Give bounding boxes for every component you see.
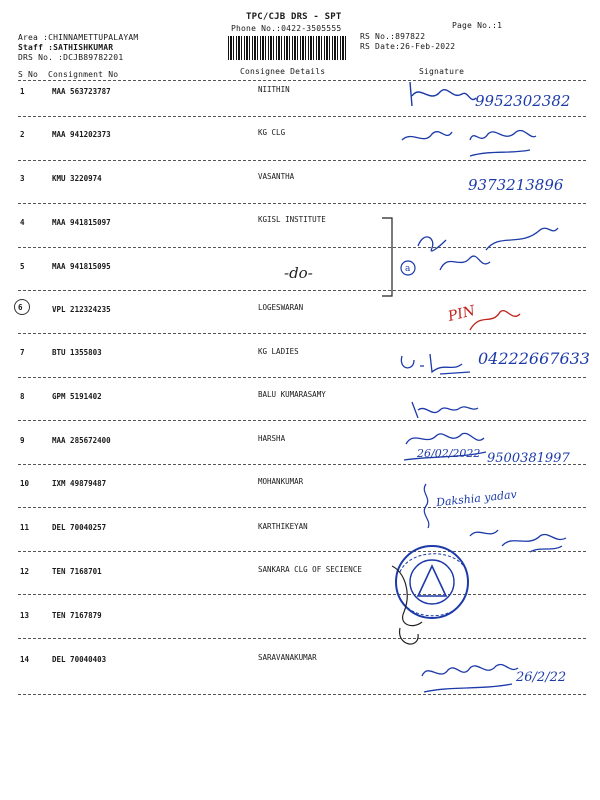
handwritten-date: 26/02/2022 (417, 447, 481, 460)
row-sno: 7 (20, 348, 25, 357)
row-consignee: NIITHIN (258, 85, 290, 94)
signature-scribble (424, 484, 429, 528)
signature-scribble (470, 530, 566, 552)
row-consignment: MAA 563723787 (52, 87, 111, 96)
drs-number: DRS No. :DCJB89782201 (18, 53, 124, 62)
row-consignment: DEL 70040257 (52, 523, 107, 532)
row-sno: 1 (20, 87, 25, 96)
signature-scribble (410, 82, 476, 106)
signature-scribble (404, 433, 486, 460)
row-sno: 3 (20, 174, 25, 183)
company-seal-stamp (396, 546, 468, 618)
row-consignee: KG LADIES (258, 347, 299, 356)
area-label: Area :CHINNAMETTUPALAYAM (18, 33, 139, 42)
row-consignment: GPM 5191402 (52, 392, 102, 401)
signature-scribble (418, 228, 558, 270)
row-consignee: KG CLG (258, 128, 286, 137)
row-consignment: KMU 3220974 (52, 174, 102, 183)
column-header-signature: Signature (419, 67, 465, 76)
row-sno: 14 (20, 655, 30, 664)
signature-scribble (412, 402, 478, 418)
row-sno: 12 (20, 567, 30, 576)
signature-scribble (470, 311, 520, 330)
row-consignment: TEN 7168701 (52, 567, 102, 576)
row-sno: 6 (18, 303, 23, 312)
row-consignment: MAA 285672400 (52, 436, 111, 445)
signature-scribble (422, 664, 518, 692)
row-consignee: KGISL INSTITUTE (258, 215, 326, 224)
handwritten-phone: 9952302382 (475, 92, 571, 110)
row-sno: 5 (20, 262, 25, 271)
row-consignment: TEN 7167879 (52, 611, 102, 620)
column-header-consignment: Consignment No (48, 70, 119, 79)
row-consignment: BTU 1355803 (52, 348, 102, 357)
row-consignment: VPL 212324235 (52, 305, 111, 314)
row-sno: 13 (20, 611, 30, 620)
row-sno: 11 (20, 523, 30, 532)
row-consignee: BALU KUMARASAMY (258, 390, 326, 399)
row-consignment: MAA 941815095 (52, 262, 111, 271)
row-consignee: HARSHA (258, 434, 286, 443)
row-sno: 2 (20, 130, 25, 139)
row-consignment: IXM 49879487 (52, 479, 107, 488)
signature-scribble (401, 354, 470, 374)
phone-number: Phone No.:0422-3505555 (231, 24, 342, 33)
row-sno: 4 (20, 218, 25, 227)
signature-scribble (402, 130, 536, 156)
ditto-mark: -do- (284, 264, 313, 282)
rs-number: RS No.:897822 (360, 32, 426, 41)
row-consignee: SARAVANAKUMAR (258, 653, 317, 662)
rs-date: RS Date:26-Feb-2022 (360, 42, 456, 51)
handwritten-date: 26/2/22 (516, 670, 567, 685)
row-consignee: MOHANKUMAR (258, 477, 304, 486)
bracket-mark (382, 218, 392, 296)
row-consignment: MAA 941815097 (52, 218, 111, 227)
handwritten-phone: 04222667633 (478, 349, 590, 368)
row-consignee: LOGESWARAN (258, 303, 304, 312)
report-title: TPC/CJB DRS - SPT (246, 12, 342, 22)
staff-label: Staff :SATHISHKUMAR (18, 43, 114, 52)
row-consignee: SANKARA CLG OF SECIENCE (258, 565, 362, 574)
row-sno: 9 (20, 436, 25, 445)
circled-letter: a (405, 264, 411, 274)
handwritten-name: Dakshia yadav (435, 487, 518, 510)
row-consignment: DEL 70040403 (52, 655, 107, 664)
row-consignee: VASANTHA (258, 172, 295, 181)
handwritten-phone: 9500381997 (487, 451, 570, 466)
handwritten-phone: 9373213896 (468, 176, 564, 194)
handwritten-pin: PIN (446, 302, 477, 326)
column-header-consignee: Consignee Details (240, 67, 326, 76)
row-consignment: MAA 941202373 (52, 130, 111, 139)
page-number: Page No.:1 (452, 21, 503, 30)
row-sno: 8 (20, 392, 25, 401)
row-consignee: KARTHIKEYAN (258, 522, 308, 531)
column-header-sno: S No (18, 70, 39, 79)
row-sno: 10 (20, 479, 30, 488)
